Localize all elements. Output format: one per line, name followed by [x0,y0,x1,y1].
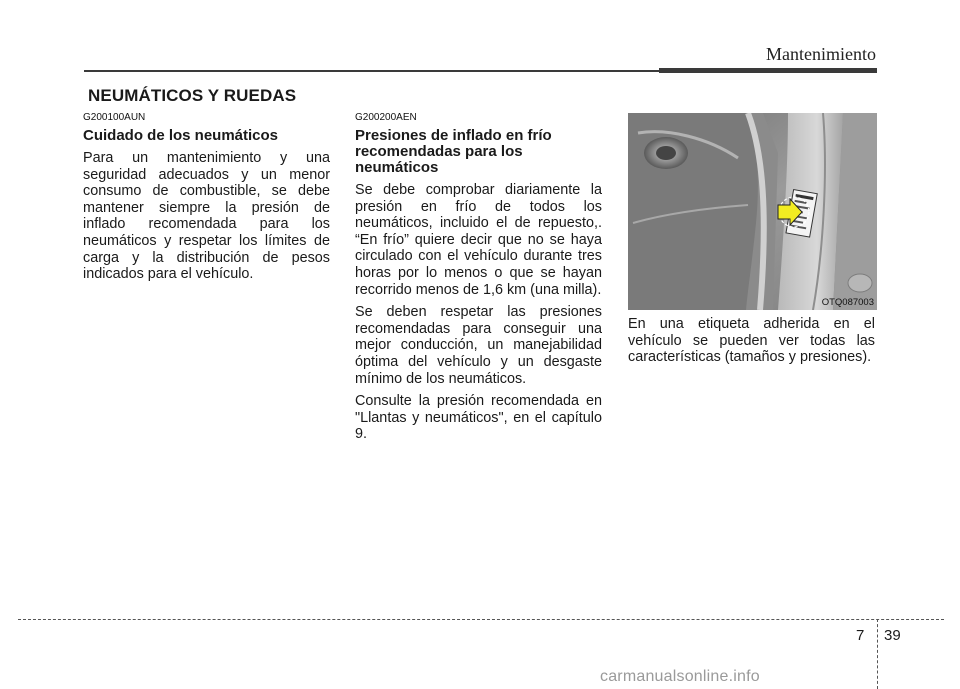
running-header-title: Mantenimiento [766,44,876,64]
section-code: G200100AUN [83,112,146,123]
footer-rule [18,619,944,620]
door-jamb-illustration [628,113,877,310]
watermark: carmanualsonline.info [600,668,760,685]
column-2 [355,112,602,449]
subsection-title: Presiones de inflado en frío recomendadas para los neumáticos [355,127,552,176]
figure-caption: OTQ087003 [821,297,874,308]
section-title: NEUMÁTICOS Y RUEDAS [88,86,297,105]
section-code: G200200AEN [355,112,417,123]
door-label-figure [628,113,877,310]
body-paragraph: En una etiqueta adherida en el vehículo se pueden ver todas las características (tamaños y presiones). [628,316,875,366]
column-3 [628,316,875,372]
column-1 [83,112,330,289]
footer-divider [877,619,878,689]
body-paragraph: Se deben respetar las presiones recomendadas para conseguir una mejor conducción, un manejabilidad óptima del vehículo y un desgaste mínimo de los neumáticos. [355,304,602,387]
body-paragraph: Consulte la presión recomendada en "Llantas y neumáticos", en el capítulo 9. [355,393,602,443]
body-paragraph: Para un mantenimiento y una seguridad adecuados y un menor consumo de combustible, se debe mantener siempre la presión de inflado recomendada para los neumáticos y respetar los límites de carga y la distribución de pesos indicados para el vehículo. [83,150,330,283]
body-paragraph: Se debe comprobar diariamente la presión en frío de todos los neumáticos, incluido el de repuesto,. “En frío” quiere decir que no se haya circulado con el vehículo durante tres horas por lo menos o que se hayan recorrido menos de 1,6 km (una milla). [355,182,602,298]
header-rule-thick [659,68,877,73]
header-rule-thin [84,70,659,72]
chapter-number: 7 [856,627,865,644]
subsection-title: Cuidado de los neumáticos [83,127,279,144]
page-number: 39 [884,627,901,644]
